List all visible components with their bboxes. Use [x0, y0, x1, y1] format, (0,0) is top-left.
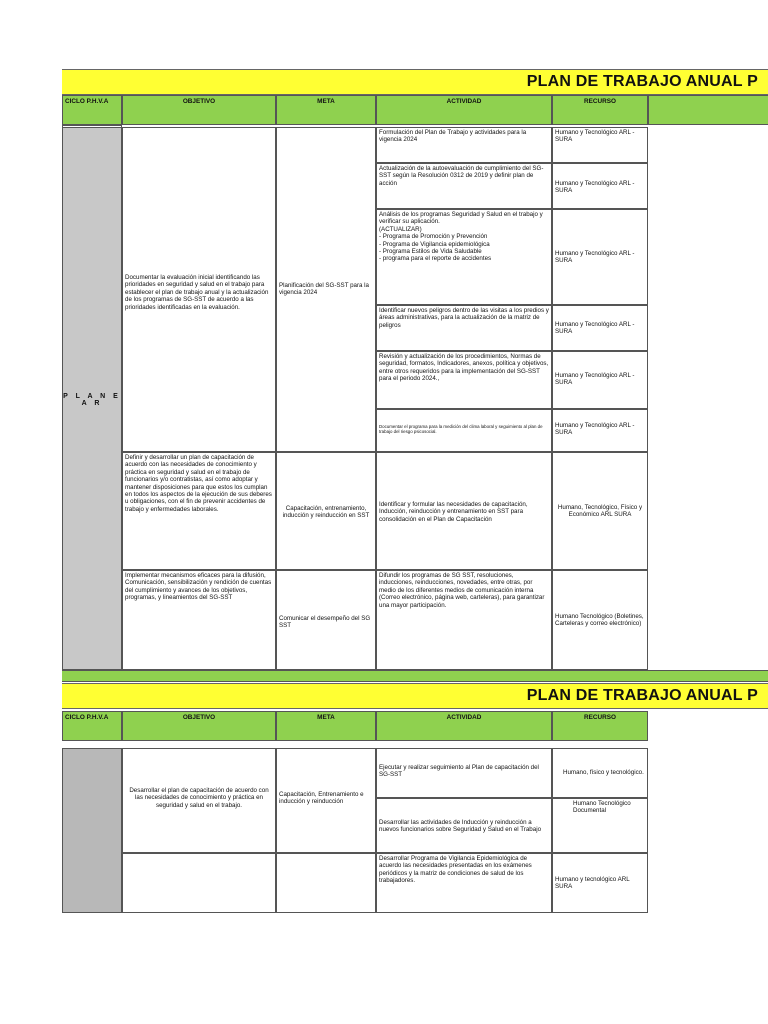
actividad-cell: Desarrollar las actividades de Inducción y reinducción a nuevos funcionarios sobre Seguridad y Salud en el Trabajo — [376, 798, 552, 853]
objetivo-cell: Desarrollar el plan de capacitación de acuerdo con las necesidades de conocimiento y práctica en seguridad y salud en el trabajo. — [122, 748, 276, 853]
cycle-planear-label: P L A N E A R — [63, 393, 121, 408]
section-separator — [62, 670, 768, 682]
recurso-cell: Humano y tecnológico ARL SURA — [552, 853, 648, 913]
header-actividad: ACTIVIDAD — [376, 711, 552, 741]
header-ciclo: CICLO P.H.V.A — [62, 95, 122, 125]
actividad-cell: Identificar y formular las necesidades de capacitación, Inducción, reinducción y entrenamiento en SST para consolidación en el Plan de Capacitación — [376, 452, 552, 570]
recurso-cell: Humano, físico y tecnológico. — [552, 748, 648, 798]
objetivo-cell: Implementar mecanismos eficaces para la difusión, Comunicación, sensibilización y rendición de cuentas del cumplimiento y avances de los objetivos, programas, y lineamientos del SG-SST — [122, 570, 276, 670]
section2-banner — [62, 683, 768, 709]
meta-cell: Capacitación, entrenamiento, inducción y reinducción en SST — [276, 452, 376, 570]
actividad-cell: Documentar el programa para la medición del clima laboral y seguimiento al plan de trabajo del riesgo psicosocial. — [376, 409, 552, 452]
header-meta: META — [276, 95, 376, 125]
section1-title: PLAN DE TRABAJO ANUAL P — [526, 73, 758, 90]
actividad-cell: Identificar nuevos peligros dentro de las visitas a los predios y áreas administrativas, para la actualización de la matriz de peligros — [376, 305, 552, 351]
header-blank — [648, 95, 768, 125]
section2-title: PLAN DE TRABAJO ANUAL P — [526, 687, 758, 704]
section1-banner — [62, 69, 768, 95]
meta-cell: Capacitación, Entrenamiento e inducción y reinducción — [276, 748, 376, 853]
objetivo-cell — [122, 853, 276, 913]
actividad-cell: Análisis de los programas Seguridad y Salud en el trabajo y verificar su aplicación. (ACTUALIZAR) - Programa de Promoción y Prevención - Programa de Vigilancia epidemiológica - Programa Estilos de Vida Saludable - programa para el reporte de accidentes — [376, 209, 552, 305]
actividad-cell: Ejecutar y realizar seguimiento al Plan de capacitación del SG-SST — [376, 748, 552, 798]
recurso-cell: Humano y Tecnológico ARL - SURA — [552, 209, 648, 305]
actividad-cell: Formulación del Plan de Trabajo y actividades para la vigencia 2024 — [376, 127, 552, 163]
header-recurso: RECURSO — [552, 95, 648, 125]
recurso-cell: Humano, Tecnológico, Físico y Económico ARL SURA — [552, 452, 648, 570]
recurso-cell: Humano y Tecnológico ARL - SURA — [552, 127, 648, 163]
meta-cell: Planificación del SG-SST para la vigencia 2024 — [276, 127, 376, 452]
actividad-cell: Difundir los programas de SG SST, resoluciones, inducciones, reinducciones, novedades, entre otras, por medio de los diferentes medios de comunicación interna (Correo electrónico, página web, carteleras), para garantizar una mayor participación. — [376, 570, 552, 670]
header-meta: META — [276, 711, 376, 741]
recurso-cell: Humano Tecnológico (Boletines, Carteleras y correo electrónico) — [552, 570, 648, 670]
header-recurso: RECURSO — [552, 711, 648, 741]
recurso-cell: Humano y Tecnológico ARL - SURA — [552, 305, 648, 351]
header-ciclo: CICLO P.H.V.A — [62, 711, 122, 741]
meta-cell — [276, 853, 376, 913]
objetivo-cell: Definir y desarrollar un plan de capacitación de acuerdo con las necesidades de conocimiento y práctica en seguridad y salud en el trabajo de funcionarios y/o contratistas, así como adoptar y mantener disposiciones para que estos los cumplan en todos los aspectos de la ejecución de sus deberes u obligaciones, con el fin de prevenir accidentes de trabajo y enfermedades laborales. — [122, 452, 276, 570]
actividad-cell: Actualización de la autoevaluación de cumplimiento del SG-SST según la Resolución 0312 de 2019 y definir plan de acción — [376, 163, 552, 209]
recurso-cell: Humano y Tecnológico ARL - SURA — [552, 351, 648, 409]
actividad-cell: Desarrollar Programa de Vigilancia Epidemiológica de acuerdo las necesidades presentadas en los exámenes periódicos y la matriz de condiciones de salud de los trabajadores. — [376, 853, 552, 913]
meta-cell: Comunicar el desempeño del SG SST — [276, 570, 376, 670]
header-objetivo: OBJETIVO — [122, 711, 276, 741]
header-objetivo: OBJETIVO — [122, 95, 276, 125]
cycle-cell — [62, 748, 122, 913]
recurso-cell: Humano y Tecnológico ARL - SURA — [552, 409, 648, 452]
recurso-cell: Humano Tecnológico Documental — [552, 798, 648, 853]
actividad-cell: Revisión y actualización de los procedimientos, Normas de seguridad, formatos, Indicadores, anexos, política y objetivos, entre otros requeridos para la implementación del SG-SST para el periodo 2024., — [376, 351, 552, 409]
objetivo-cell: Documentar la evaluación inicial identificando las prioridades en seguridad y salud en el trabajo para establecer el plan de trabajo anual y la actualización de los programas de SG-SST de acuerdo a las prioridades identificadas en la evaluación. — [122, 127, 276, 452]
cycle-planear-cell — [62, 127, 122, 670]
header-actividad: ACTIVIDAD — [376, 95, 552, 125]
recurso-cell: Humano y Tecnológico ARL - SURA — [552, 163, 648, 209]
